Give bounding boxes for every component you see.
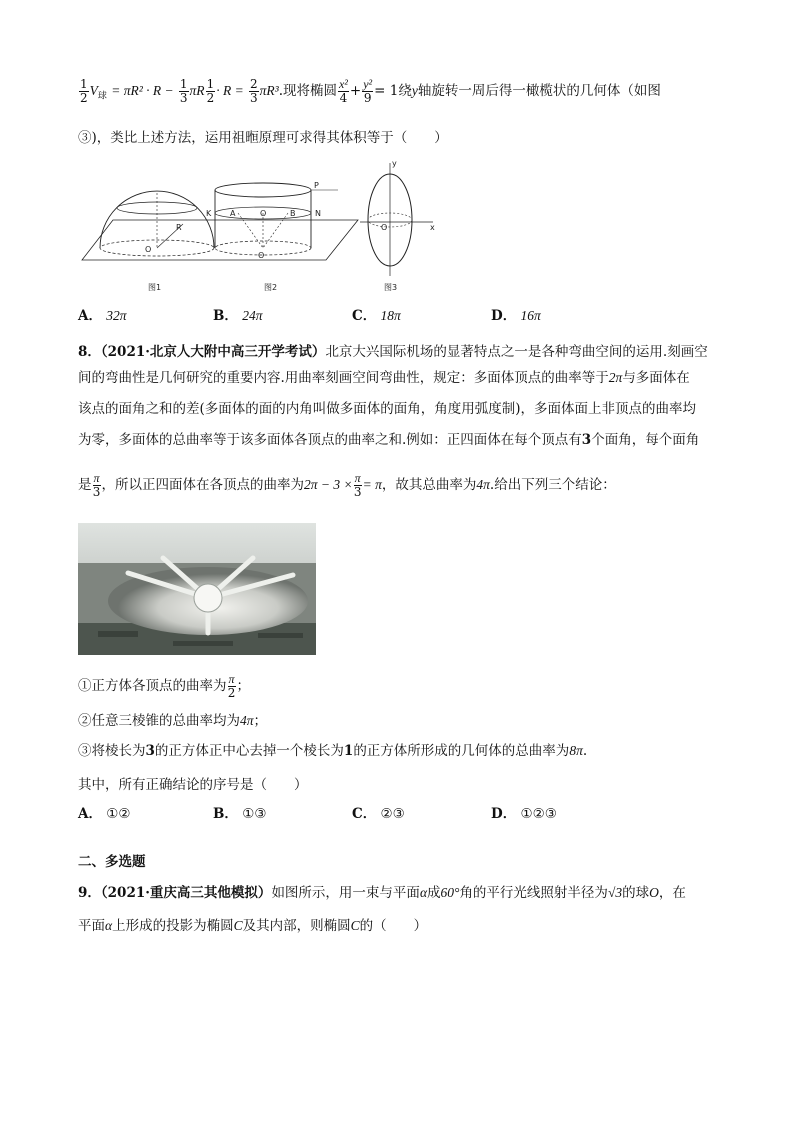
fig3-caption: 图3 <box>384 283 398 292</box>
fig3-O: O <box>381 223 388 232</box>
q9-line2: 平面α上形成的投影为椭圆C及其内部，则椭圆C的（ ） <box>78 918 428 934</box>
hemisphere-section <box>117 202 197 214</box>
q8-line3: 该点的面角之和的差(多面体的面的内角叫做多面体的面角，角度用弧度制)，多面体面上非顶点的曲率均 <box>78 401 697 417</box>
fig2-K: K <box>206 209 212 218</box>
q8-conclusion-2: ②任意三棱锥的总曲率均为4π； <box>78 713 268 729</box>
q7-option-d[interactable]: D． 16π <box>491 308 541 324</box>
q8-conclusion-3: ③将棱长为3的正方体正中心去掉一个棱长为1的正方体所形成的几何体的总曲率为8π. <box>78 743 588 759</box>
fig2-B: B <box>290 209 296 218</box>
fig1-caption: 图1 <box>148 283 162 292</box>
q8-line2: 间的弯曲性是几何研究的重要内容.用曲率刻画空间弯曲性，规定：多面体顶点的曲率等于2π与多面体在 <box>78 370 690 386</box>
fig2-N: N <box>315 209 321 218</box>
q8-conclusion-1: ①正方体各顶点的曲率为 $\frac{\pi}{2}$ ； <box>78 672 251 700</box>
fig3-y: y <box>392 159 397 168</box>
fig3-x: x <box>430 223 435 232</box>
q8-line4: 为零，多面体的总曲率等于该多面体各顶点的曲率之和.例如：正四面体在每个顶点有3个面角，每个面角 <box>78 432 700 448</box>
q7-option-c[interactable]: C． 18π <box>352 308 401 324</box>
section-title: 二、多选题 <box>78 854 146 870</box>
q8-ask: 其中，所有正确结论的序号是（ ） <box>78 777 308 793</box>
q7-formula-line: $\frac{1}{2}$ $V_球 = \pi R^2 \cdot R$ − $\frac{1}{3}$ πR $\frac{1}{2}$ · R = $\frac{2}{3}$ πR³.现将椭圆 $\frac{\text{x²}}{4}$ + $\frac{\text{y²}}{9}$ = 1绕y轴旋转一周后得一橄榄状的几何体（如图 <box>80 77 661 105</box>
cylinder-top <box>215 183 311 197</box>
q8-option-c[interactable]: C． ②③ <box>352 806 405 822</box>
fig2-A: A <box>230 209 236 218</box>
fig2-O: O <box>258 251 265 260</box>
fraction: $\frac{1}{2}$ <box>80 77 88 105</box>
q8-option-b[interactable]: B． ①③ <box>213 806 267 822</box>
q7-option-b[interactable]: B． 24π <box>213 308 263 324</box>
q8-line5: 是 $\frac{\pi}{3}$ ，所以正四面体在各顶点的曲率为2π − 3 × $\frac{\pi}{3}$ = π，故其总曲率为4π.给出下列三个结论： <box>78 471 616 499</box>
fig1-O: O <box>145 245 152 254</box>
q7-figures <box>78 158 458 298</box>
fig2-O1: O <box>260 209 267 218</box>
fig2-caption: 图2 <box>264 283 278 292</box>
q7-line2: ③)，类比上述方法，运用祖暅原理可求得其体积等于（ ） <box>78 130 448 146</box>
q8-option-a[interactable]: A． ①② <box>78 806 131 822</box>
fig2-P: P <box>314 181 319 190</box>
q8-line1: 8．（2021·北京人大附中高三开学考试）北京大兴国际机场的显著特点之一是各种弯曲空间的运用.刻画空 <box>78 344 708 360</box>
fig1-R: R <box>176 223 182 232</box>
q9-line1: 9．（2021·重庆高三其他模拟）如图所示，用一束与平面α成60°角的平行光线照射半径为√3的球O，在 <box>78 885 686 901</box>
q8-option-d[interactable]: D． ①②③ <box>491 806 557 822</box>
hemisphere <box>100 191 214 248</box>
plane <box>82 220 358 260</box>
q7-option-a[interactable]: A． 32π <box>78 308 127 324</box>
airport-photo <box>78 523 316 655</box>
